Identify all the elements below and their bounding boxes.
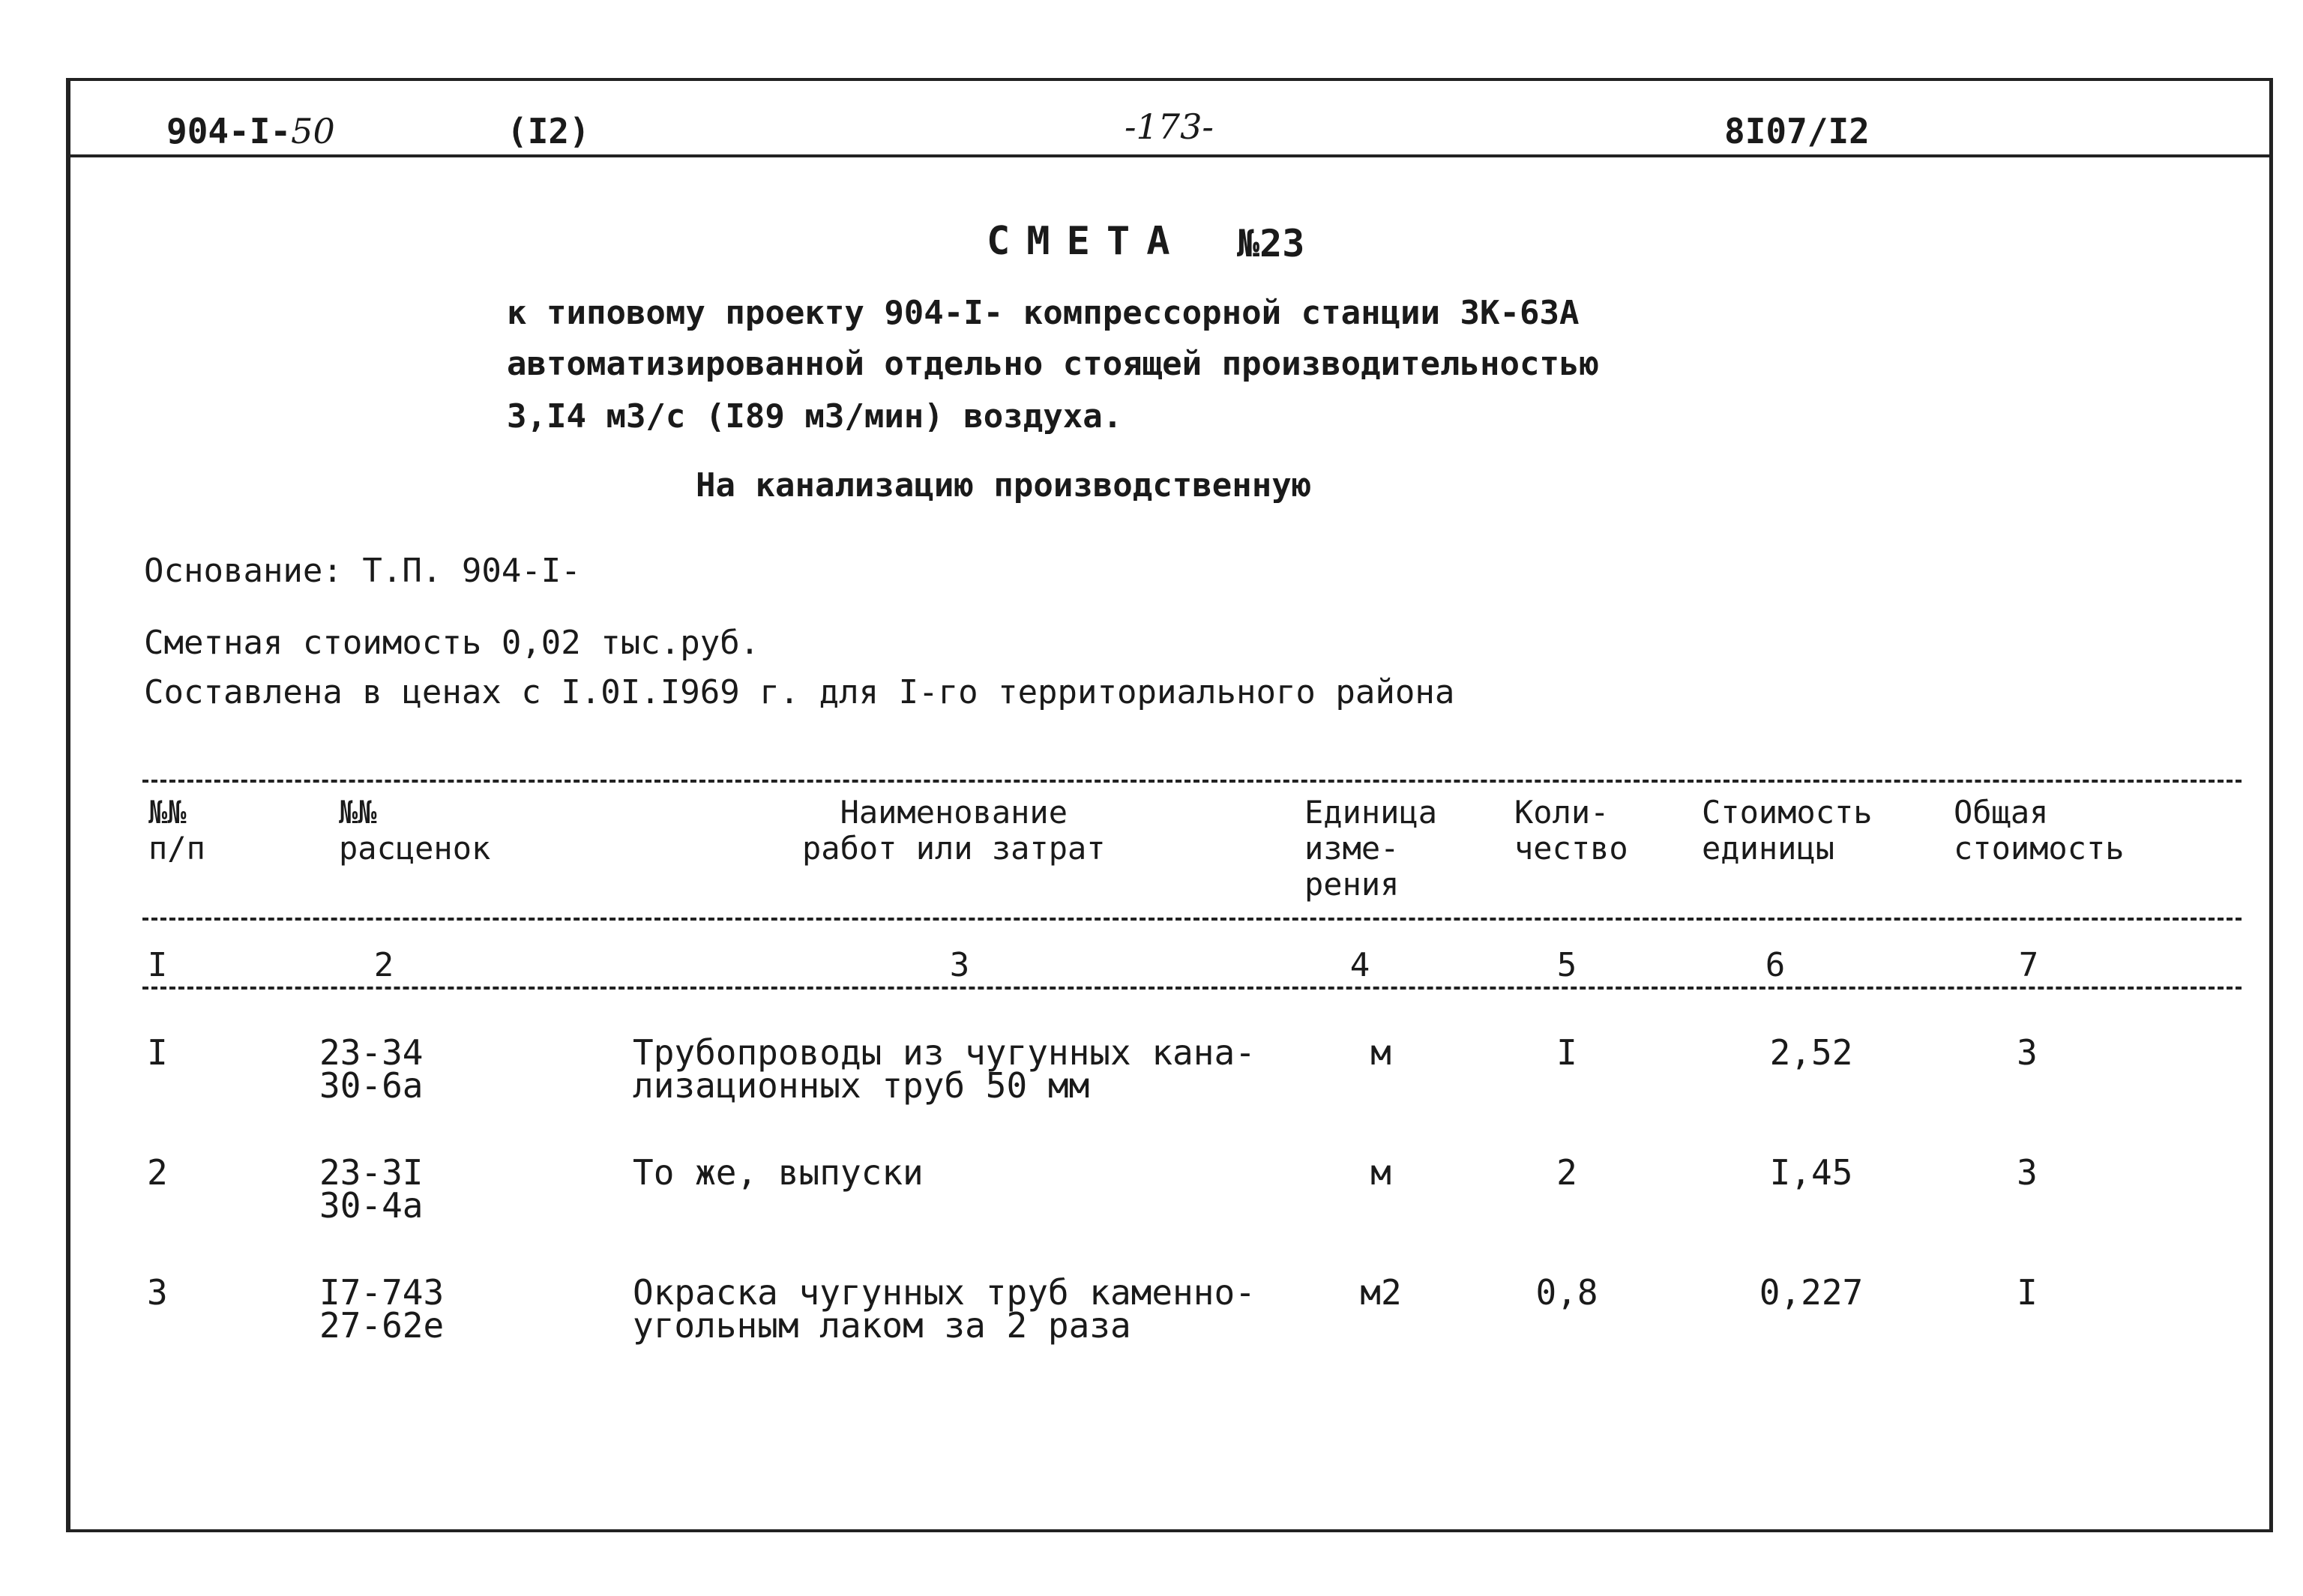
row-num: 3 [147,1272,168,1313]
row-name: То же, выпуски [633,1152,924,1193]
column-number-4: 4 [1349,946,1370,984]
row-total: 3 [2017,1032,2038,1073]
row-total: I [2017,1272,2038,1313]
cost-line: Сметная стоимость 0,02 тыс.руб. [144,624,760,662]
column-number-6: 6 [1765,946,1786,984]
header-bottom-rule [142,918,2242,921]
row-unit: м [1370,1032,1391,1073]
document-number: 8I07/I2 [1724,111,1870,151]
row-qty: I [1556,1032,1577,1073]
column-number-1: I [147,946,168,984]
document-title: СМЕТА [987,219,1187,264]
basis-line: Основание: Т.П. 904-I- [144,552,581,590]
prices-line: Составлена в ценах с I.0I.I969 г. для I-го территориального района [144,673,1455,711]
row-code: I7-743 27-62е [319,1272,445,1346]
column-header-code: №№ расценок [339,794,491,867]
row-unit-cost: 2,52 [1769,1032,1853,1073]
header-divider [70,154,2270,157]
document-number-title: №23 [1237,222,1305,265]
project-code [166,111,335,151]
subtitle-line-2: автоматизированной отдельно стоящей производительностью [507,345,1599,383]
column-number-2: 2 [373,946,394,984]
row-qty: 0,8 [1535,1272,1598,1313]
sheet-number: (I2) [507,111,590,151]
subtitle-line-3: 3,I4 м3/с (I89 м3/мин) воздуха. [507,397,1123,436]
section-heading: На канализацию производственную [696,466,1312,505]
row-total: 3 [2017,1152,2038,1193]
column-number-5: 5 [1556,946,1577,984]
column-header-name: Наименование работ или затрат [802,794,1106,867]
table-top-rule [142,780,2242,783]
subtitle-line-1: к типовому проекту 904-I- компрессорной станции ЗК-63А [507,294,1580,332]
row-unit: м [1370,1152,1391,1193]
row-unit: м2 [1360,1272,1402,1313]
row-code: 23-34 30-6а [319,1032,424,1106]
project-code-handwritten: 50 [291,111,335,151]
project-code-prefix: 904-I- [166,111,292,151]
column-header-unit-cost: Стоимость единицы [1702,794,1873,867]
row-unit-cost: 0,227 [1759,1272,1864,1313]
column-header-qty: Коли- чество [1514,794,1628,867]
column-header-total: Общая стоимость [1954,794,2125,867]
row-num: I [147,1032,168,1073]
column-header-num: №№ п/п [148,794,205,867]
column-header-unit: Единица изме- рения [1304,794,1438,903]
row-qty: 2 [1556,1152,1577,1193]
row-num: 2 [147,1152,168,1193]
numbering-bottom-rule [142,987,2242,990]
row-name: Окраска чугунных труб каменно- угольным лаком за 2 раза [633,1272,1256,1346]
row-code: 23-3I 30-4а [319,1152,424,1226]
column-number-7: 7 [2018,946,2039,984]
row-name: Трубопроводы из чугунных кана- лизационных труб 50 мм [633,1032,1256,1106]
row-unit-cost: I,45 [1769,1152,1853,1193]
page-number: -173- [1125,106,1214,147]
column-number-3: 3 [949,946,970,984]
